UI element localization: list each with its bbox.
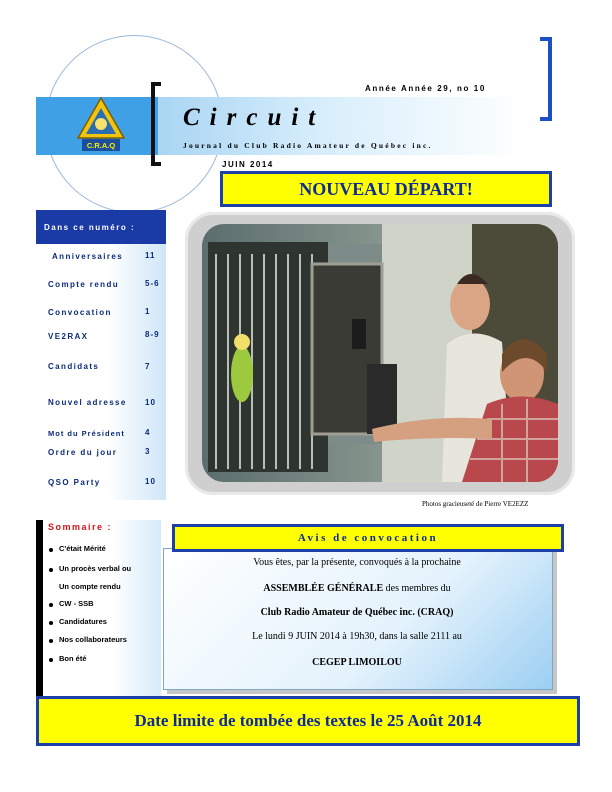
headline: NOUVEAU DÉPART! xyxy=(299,178,473,199)
right-bracket xyxy=(540,37,552,121)
avis-line-2-bold: ASSEMBLÉE GÉNÉRALE xyxy=(263,583,384,594)
headline-box xyxy=(220,171,552,207)
bullet-icon xyxy=(49,658,53,662)
toc-item-label[interactable]: QSO Party xyxy=(48,478,101,487)
toc-item-page: 5-6 xyxy=(145,279,160,288)
photo-caption: Photos gracieuseté de Pierre VE2EZZ xyxy=(422,500,529,508)
avis-line-1: Vous êtes, par la présente, convoqués à la prochaine xyxy=(253,557,461,568)
toc-item-label[interactable]: Compte rendu xyxy=(48,280,120,289)
logo-text: C.R.A.Q xyxy=(86,141,116,150)
issue-number: Année Année 29, no 10 xyxy=(365,84,486,93)
toc-item-label[interactable]: VE2RAX xyxy=(48,332,89,341)
deadline-box xyxy=(36,696,580,746)
toc-item-page: 3 xyxy=(145,447,151,456)
bullet-icon xyxy=(49,621,53,625)
sommaire-item[interactable]: C'était Mérité xyxy=(59,544,106,553)
craq-logo xyxy=(76,96,126,154)
avis-line-2-rest: des membres du xyxy=(383,583,451,594)
toc-item-page: 7 xyxy=(145,362,151,371)
avis-line-2 xyxy=(163,583,551,594)
sommaire-item[interactable]: Un compte rendu xyxy=(59,582,121,591)
toc-item-page: 11 xyxy=(145,251,156,260)
newsletter-subtitle: Journal du Club Radio Amateur de Québec inc. xyxy=(183,141,433,150)
avis-title: Avis de convocation xyxy=(297,532,439,544)
toc-item-page: 10 xyxy=(145,398,156,407)
toc-item-label[interactable]: Anniversaires xyxy=(52,252,124,261)
sommaire-item[interactable]: Candidatures xyxy=(59,617,107,626)
avis-line-4: Le lundi 9 JUIN 2014 à 19h30, dans la salle 2111 au xyxy=(252,631,462,642)
bullet-icon xyxy=(49,639,53,643)
toc-item-page: 1 xyxy=(145,307,151,316)
left-bracket xyxy=(151,82,161,166)
toc-item-label[interactable]: Mot du Président xyxy=(48,429,125,438)
toc-item-label[interactable]: Candidats xyxy=(48,362,100,371)
toc-title: Dans ce numéro : xyxy=(44,223,136,232)
toc-item-label[interactable]: Convocation xyxy=(48,308,112,317)
toc-item-page: 10 xyxy=(145,477,156,486)
newsletter-title: Circuit xyxy=(183,104,326,131)
toc-item-label[interactable]: Ordre du jour xyxy=(48,448,118,457)
deadline-text: Date limite de tombée des textes le 25 Août 2014 xyxy=(134,711,482,730)
avis-header xyxy=(172,524,564,552)
issue-date: JUIN 2014 xyxy=(222,160,274,169)
toc-item-page: 8-9 xyxy=(145,330,160,339)
avis-line-3: Club Radio Amateur de Québec inc. (CRAQ) xyxy=(260,607,454,618)
sommaire-item[interactable]: Nos collaborateurs xyxy=(59,635,127,644)
sommaire-bar xyxy=(36,520,43,696)
cover-photo xyxy=(202,224,558,482)
sommaire-item[interactable]: Bon été xyxy=(59,654,87,663)
sommaire-item[interactable]: Un procès verbal ou xyxy=(59,564,132,573)
avis-body xyxy=(163,548,553,690)
bullet-icon xyxy=(49,603,53,607)
sommaire-title: Sommaire : xyxy=(48,522,113,532)
avis-line-5: CEGEP LIMOILOU xyxy=(312,657,402,668)
bullet-icon xyxy=(49,548,53,552)
bullet-icon xyxy=(49,568,53,572)
radio-operators-photo xyxy=(202,224,558,482)
toc-item-label[interactable]: Nouvel adresse xyxy=(48,398,127,407)
sommaire-item[interactable]: CW - SSB xyxy=(59,599,94,608)
toc-item-page: 4 xyxy=(145,428,151,437)
